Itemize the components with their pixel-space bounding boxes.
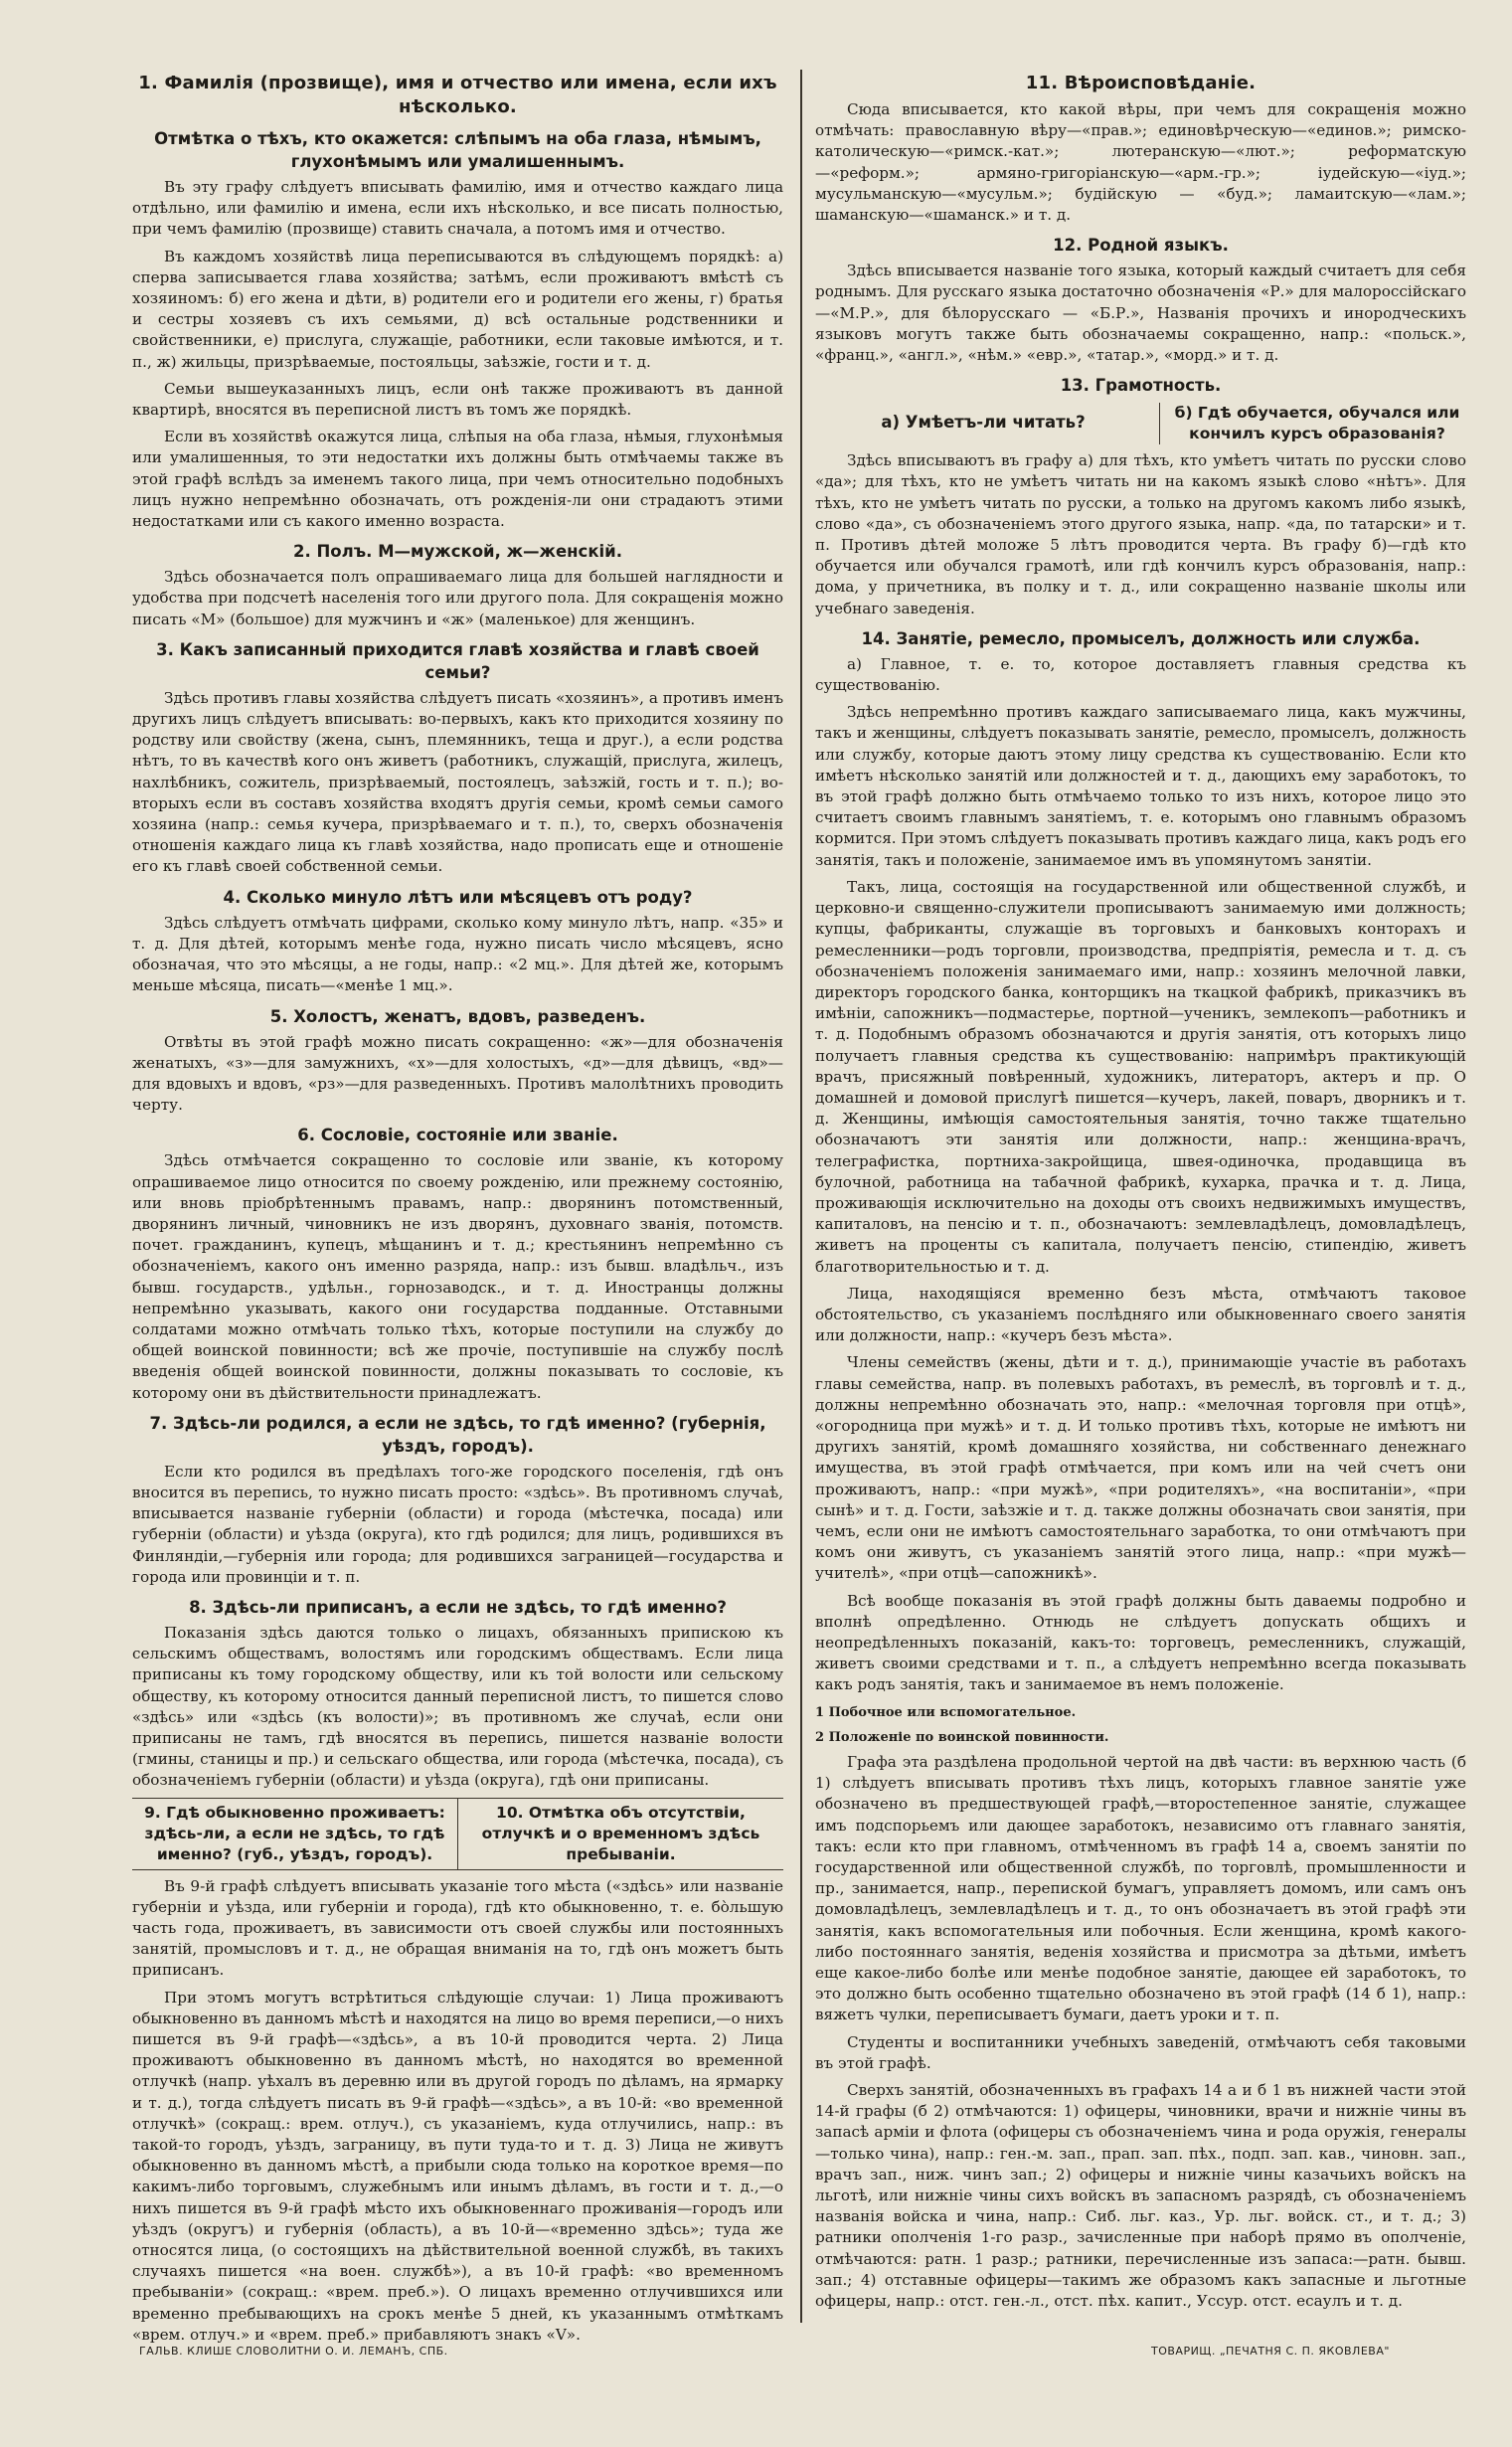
- section-6-title: 6. Сословіе, состояніе или званіе.: [297, 1126, 618, 1145]
- section-7-title: 7. Здѣсь-ли родился, а если не здѣсь, то гдѣ именно? (губернія, уѣздъ, городъ).: [149, 1413, 766, 1456]
- section-1-subtitle: Отмѣтка о тѣхъ, кто окажется: слѣпымъ на оба глаза, нѣмымъ, глухонѣмымъ или умалишеннымъ.: [154, 129, 761, 171]
- section-14-paragraph: Студенты и воспитанники учебныхъ заведеній, отмѣчаютъ себя таковыми въ этой графѣ.: [815, 2032, 1466, 2072]
- section-2-title: 2. Полъ. М—мужской, ж—женскій.: [293, 542, 622, 562]
- column-divider: [800, 70, 802, 2323]
- section-14-paragraph: Сверхъ занятій, обозначенныхъ въ графахъ 14 а и б 1 въ нижней части этой 14-й графы (б 2) отмѣчаются: 1) офицеры, чиновники, врачи и нижніе чины въ запасѣ арміи и флота (офицеры съ обозначеніемъ чина и рода оружія, генералы—только чина), напр.: ген.-м. зап., прап. зап. пѣх., подп. зап. кав., чиновн. зап., врачъ зап., ниж. чинъ зап.; 2) офицеры и нижніе чины казачьихъ войскъ на льготѣ, или нижніе чины сихъ войскъ въ запасномъ разрядѣ, съ обозначеніемъ названія войска и чина, напр.: Сиб. льг. каз., Ур. льг. войск. ст., и т. д.; 3) ратники ополченія 1-го разр., зачисленные при наборѣ прямо въ ополченіе, отмѣчаются: ратн. 1 разр.; ратники, перечисленные изъ запаса:—ратн. бывш. зап.; 4) отставные офицеры—такимъ же образомъ какъ запасные и льготные офицеры, напр.: отст. ген.-л., отст. пѣх. капит., Уссур. отст. есаулъ и т. д.: [815, 2081, 1466, 2311]
- section-9-10-header: [132, 1798, 783, 1870]
- section-4-title: 4. Сколько минуло лѣтъ или мѣсяцевъ отъ роду?: [223, 887, 693, 907]
- footer-printer-left: ГАЛЬВ. КЛИШЕ СЛОВОЛИТНИ О. И. ЛЕМАНЪ, СПБ.: [139, 2345, 448, 2358]
- section-11-title: 11. Вѣроисповѣданіе.: [1025, 73, 1257, 93]
- section-14-title: 14. Занятіе, ремесло, промыселъ, должность или служба.: [861, 628, 1421, 648]
- section-14-paragraph: Всѣ вообще показанія въ этой графѣ должны быть даваемы подробно и вполнѣ опредѣленно. Отнюдь не слѣдуетъ допускать общихъ и неопредѣленныхъ показаній, какъ-то: торговецъ, ремесленникъ, служащій, живетъ своими средствами и т. п., а слѣдуетъ непремѣнно всегда показывать какъ родъ занятія, такъ и занимаемое въ немъ положеніе.: [815, 1591, 1466, 1694]
- section-14b1-label: 1 Побочное или вспомогательное.: [815, 1704, 1077, 1720]
- section-1-paragraph: Семьи вышеуказанныхъ лицъ, если онѣ также проживаютъ въ данной квартирѣ, вносятся въ переписной листъ въ томъ же порядкѣ.: [132, 379, 783, 420]
- section-1-title: 1. Фамилія (прозвище), имя и отчество или имена, если ихъ нѣсколько.: [138, 73, 777, 117]
- section-8-paragraph: Показанія здѣсь даются только о лицахъ, обязанныхъ припискою къ сельскимъ обществамъ, волостямъ или городскимъ обществамъ. Если лица приписаны къ тому городскому обществу, или къ той волости или сельскому обществу, къ которому относится данный переписной листъ, то пишется слово «здѣсь» или «здѣсь (къ волости)»; въ противномъ же случаѣ, если они приписаны не тамъ, гдѣ вносятся въ перепись, пишется названіе волости (гмины, станицы и пр.) и сельскаго общества, или города (мѣстечка, посада), съ обозначеніемъ губерніи (области) и уѣзда (округа), гдѣ они приписаны.: [132, 1623, 783, 1790]
- section-6-paragraph: Здѣсь отмѣчается сокращенно то сословіе или званіе, къ которому опрашиваемое лицо относится по своему рожденію, или прежнему состоянію, или вновь пріобрѣтеннымъ правамъ, напр.: дворянинъ потомственный, дворянинъ личный, чиновникъ не изъ дворянъ, духовнаго званія, потомств. почет. гражданинъ, купецъ, мѣщанинъ и т. д.; крестьянинъ непремѣнно съ обозначеніемъ, какого онъ именно разряда, напр.: изъ бывш. владѣльч., изъ бывш. государств., удѣльн., горнозаводск., и т. д. Иностранцы должны непремѣнно указывать, какого они государства подданные. Отставными солдатами можно отмѣчать только тѣхъ, которые поступили на службу до общей воинской повинности; всѣ же прочіе, поступившіе на службу послѣ введенія общей воинской повинности, должны показывать то сословіе, къ которому они въ дѣйствительности принадлежатъ.: [132, 1151, 783, 1402]
- section-14-paragraph: Члены семействъ (жены, дѣти и т. д.), принимающіе участіе въ работахъ главы семейства, напр. въ полевыхъ работахъ, въ ремеслѣ, въ торговлѣ и т. д., должны непремѣнно обозначать это, напр.: «мелочная торговля при отцѣ», «огородница при мужѣ» и т. д. И только противъ тѣхъ, которые не имѣютъ ни другихъ занятій, кромѣ домашняго хозяйства, ни собственнаго денежнаго имущества, въ этой графѣ отмѣчается, при комъ или на чей счетъ они проживаютъ, напр.: «при мужѣ», «при родителяхъ», «на воспитаніи», «при сынѣ» и т. д. Гости, заѣзжіе и т. д. также должны обозначать свои занятія, при чемъ, если они не имѣютъ самостоятельнаго заработка, то они отмѣчаютъ при комъ они живутъ, съ указаніемъ занятій этого лица, напр.: «при мужѣ—учителѣ», «при отцѣ—сапожникѣ».: [815, 1353, 1466, 1583]
- section-14a-subtitle: а) Главное, т. е. то, которое доставляетъ главныя средства къ существованію.: [815, 654, 1466, 695]
- section-3-title: 3. Какъ записанный приходится главѣ хозяйства и главѣ своей семьи?: [156, 639, 759, 682]
- section-12-title: 12. Родной языкъ.: [1053, 236, 1229, 256]
- section-14b2-label: 2 Положеніе по воинской повинности.: [815, 1729, 1109, 1745]
- section-13-subheaders: [815, 403, 1466, 444]
- section-5-paragraph: Отвѣты въ этой графѣ можно писать сокращенно: «ж»—для обозначенія женатыхъ, «з»—для замужнихъ, «х»—для холостыхъ, «д»—для дѣвицъ, «вд»—для вдовыхъ и вдовъ, «рз»—для разведенныхъ. Противъ малолѣтнихъ проводить черту.: [132, 1032, 783, 1115]
- section-1-paragraph: Въ эту графу слѣдуетъ вписывать фамилію, имя и отчество каждаго лица отдѣльно, или фамилію и имена, если ихъ нѣсколько, и все писать полностью, при чемъ фамилію (прозвище) ставить сначала, а потомъ имя и отчество.: [132, 178, 783, 239]
- section-10-title: 10. Отмѣтка объ отсутствіи, отлучкѣ и о временномъ здѣсь пребываніи.: [481, 1803, 760, 1863]
- section-13a-title: а) Умѣетъ-ли читать?: [881, 413, 1086, 433]
- section-13-paragraph: Здѣсь вписываютъ въ графу а) для тѣхъ, кто умѣетъ читать по русски слово «да»; для тѣхъ, кто не умѣетъ читать ни на какомъ языкѣ слово «нѣтъ». Для тѣхъ, кто не умѣетъ читать по русски, а только на другомъ какомъ либо языкѣ, слово «да», съ обозначеніемъ этого другого языка, напр. «да, по татарски» и т. п. Противъ дѣтей моложе 5 лѣтъ проводится черта. Въ графу б)—гдѣ кто обучается или обучался грамотѣ, или гдѣ кончилъ курсъ образованія, напр.: дома, у причетника, въ полку и т. д., или сокращенно названіе школы или учебнаго заведенія.: [815, 451, 1466, 617]
- section-1-paragraph: Если въ хозяйствѣ окажутся лица, слѣпыя на оба глаза, нѣмыя, глухонѣмыя или умалишенныя, то эти недостатки ихъ должны быть отмѣчаемы также въ этой графѣ вслѣдъ за именемъ такого лица, при чемъ относительно подобныхъ лицъ нужно непремѣнно обозначать, отъ рожденія-ли они страдаютъ этими недостатками или съ какого именно возраста.: [132, 428, 783, 531]
- section-5-title: 5. Холостъ, женатъ, вдовъ, разведенъ.: [269, 1006, 646, 1026]
- footer-printer-right: ТОВАРИЩ. „ПЕЧАТНЯ С. П. ЯКОВЛЕВА": [1151, 2345, 1390, 2358]
- section-7-paragraph: Если кто родился въ предѣлахъ того-же городского поселенія, гдѣ онъ вносится въ перепись, то нужно писать просто: «здѣсь». Въ противномъ случаѣ, вписывается названіе губерніи (области) и города (мѣстечка, посада) или губерніи (области) и уѣзда (округа), кто гдѣ родился; для лицъ, родившихся въ Финляндіи,—губернія или города; для родившихся заграницей—государства и города или провинціи и т. п.: [132, 1462, 783, 1586]
- section-14-paragraph: Лица, находящіяся временно безъ мѣста, отмѣчаютъ таковое обстоятельство, съ указаніемъ послѣдняго или обыкновеннаго своего занятія или должности, напр.: «кучеръ безъ мѣста».: [815, 1284, 1466, 1345]
- section-9-paragraph: Въ 9-й графѣ слѣдуетъ вписывать указаніе того мѣста («здѣсь» или названіе губерніи и уѣзда, или губерніи и города), гдѣ кто обыкновенно, т. е. бо̀льшую часть года, проживаетъ, въ зависимости отъ своей службы или постоянныхъ занятій, промысловъ и т. д., не обращая вниманія на то, гдѣ онъ можетъ быть приписанъ.: [132, 1876, 783, 1980]
- section-3-paragraph: Здѣсь противъ главы хозяйства слѣдуетъ писать «хозяинъ», а противъ именъ другихъ лицъ слѣдуетъ вписывать: во-первыхъ, какъ кто приходится хозяину по родству или свойству (жена, сынъ, племянникъ, теща и друг.), а если родства нѣтъ, то въ качествѣ кого онъ живетъ (работникъ, служащій, прислуга, жилецъ, нахлѣбникъ, сожитель, призрѣваемый, постоялецъ, заѣзжій, гость и т. п.); во-вторыхъ если въ составъ хозяйства входятъ другія семьи, кромѣ семьи самого хозяина (напр.: семья кучера, призрѣваемаго и т. п.), то, сверхъ обозначенія отношенія каждаго лица къ главѣ хозяйства, надо прописать еще и отношеніе его къ главѣ своей собственной семьи.: [132, 688, 783, 876]
- section-2-paragraph: Здѣсь обозначается полъ опрашиваемаго лица для большей наглядности и удобства при подсчетѣ населенія того или другого пола. Для сокращенія можно писать «М» (большое) для мужчинъ и «ж» (маленькое) для женщинъ.: [132, 568, 783, 628]
- section-14-paragraph: Здѣсь непремѣнно противъ каждаго записываемаго лица, какъ мужчины, такъ и женщины, слѣдуетъ показывать занятіе, ремесло, промыселъ, должность или службу, которые даютъ этому лицу средства къ существованію. Если кто имѣетъ нѣсколько занятій или должностей и т. д., дающихъ ему заработокъ, то въ этой графѣ должно быть отмѣчаемо только то изъ нихъ, которое лицо это считаетъ своимъ главнымъ занятіемъ, т. е. которымъ оно главнымъ образомъ кормится. При этомъ слѣдуетъ показывать противъ каждаго лица, какъ родъ его занятія, такъ и положеніе, занимаемое имъ въ упомянутомъ занятіи.: [815, 703, 1466, 869]
- section-8-title: 8. Здѣсь-ли приписанъ, а если не здѣсь, то гдѣ именно?: [189, 1597, 727, 1617]
- section-4-paragraph: Здѣсь слѣдуетъ отмѣчать цифрами, сколько кому минуло лѣтъ, напр. «35» и т. д. Для дѣтей, которымъ менѣе года, нужно писать число мѣсяцевъ, ясно обозначая, что это мѣсяцы, а не годы, напр.: «2 мц.». Для дѣтей же, которымъ меньше мѣсяца, писать—«менѣе 1 мц.».: [132, 913, 783, 995]
- section-13-title: 13. Грамотность.: [1060, 376, 1222, 396]
- left-column: [132, 62, 783, 2344]
- section-11-paragraph: Сюда вписывается, кто какой вѣры, при чемъ для сокращенія можно отмѣчать: православную вѣру—«прав.»; единовѣрческую—«единов.»; римско-католическую—«римск.-кат.»; лютеранскую—«лют.»; реформатскую—«реформ.»; армяно-григоріанскую—«арм.-гр.»; іудейскую—«іуд.»; мусульманскую—«мусульм.»; будійскую — «буд.»; ламаитскую—«лам.»; шаманскую—«шаманск.» и т. д.: [815, 100, 1466, 225]
- section-13b-title: б) Гдѣ обучается, обучался или кончилъ курсъ образованія?: [1174, 404, 1460, 443]
- section-9-title: 9. Гдѣ обыкновенно проживаетъ: здѣсь-ли, а если не здѣсь, то гдѣ именно? (губ., уѣздъ, городъ).: [144, 1803, 445, 1863]
- section-12-paragraph: Здѣсь вписывается названіе того языка, который каждый считаетъ для себя роднымъ. Для русскаго языка достаточно обозначенія «Р.» для малороссійскаго—«М.Р.», для бѣлорусскаго — «Б.Р.», Названія прочихъ и инородческихъ языковъ могутъ также быть обозначаемы сокращенно, напр.: «польск.», «франц.», «англ.», «нѣм.» «евр.», «татар.», «морд.» и т. д.: [815, 262, 1466, 365]
- right-column: [815, 62, 1466, 2330]
- section-14-paragraph: Такъ, лица, состоящія на государственной или общественной службѣ, и церковно-и священно-служители прописываютъ занимаемую ими должность; купцы, фабриканты, служащіе въ торговыхъ и банковыхъ конторахъ и ремесленники—родъ торговли, производства, предпріятія, ремесла и т. д. съ обозначеніемъ положенія занимаемаго ими, напр.: хозяинъ мелочной лавки, директоръ городского банка, конторщикъ на ткацкой фабрикѣ, приказчикъ въ имѣніи, сапожникъ—подмастерье, портной—ученикъ, землекопъ—работникъ и т. д. Подобнымъ образомъ обозначаются и другія занятія, отъ которыхъ лицо получаетъ главныя средства къ существованію: напримѣръ практикующій врачъ, присяжный повѣренный, художникъ, литераторъ, актеръ и пр. О домашней и домовой прислугѣ пишется—кучеръ, лакей, поваръ, дворникъ и т. д. Женщины, имѣющія самостоятельныя занятія, точно также тщательно обозначаютъ эти занятія или должности, напр.: женщина-врачъ, телеграфистка, портниха-закройщица, швея-одиночка, продавщица въ булочной, работница на табачной фабрикѣ, кухарка, прачка и т. д. Лица, проживающія исключительно на доходы отъ своихъ недвижимыхъ имуществъ, капиталовъ, на пенсію и т. п., обозначаютъ: землевладѣлецъ, домовладѣлецъ, живетъ на проценты съ капитала, получаетъ пенсію, стипендію, живетъ благотворительностью и т. д.: [815, 877, 1466, 1276]
- section-9-paragraph: При этомъ могутъ встрѣтиться слѣдующіе случаи: 1) Лица проживаютъ обыкновенно въ данномъ мѣстѣ и находятся на лицо во время переписи,—о нихъ пишется въ 9-й графѣ—«здѣсь», а въ 10-й проводится черта. 2) Лица проживаютъ обыкновенно въ данномъ мѣстѣ, но находятся во временной отлучкѣ (напр. уѣхалъ въ деревню или въ другой городъ по дѣламъ, на ярмарку и т. д.), тогда слѣдуетъ писать въ 9-й графѣ—«здѣсь», а въ 10-й: «во временной отлучкѣ» (сокращ.: врем. отлуч.), съ указаніемъ, куда отлучились, напр.: въ такой-то городъ, уѣздъ, заграницу, въ пути туда-то и т. д. 3) Лица не живутъ обыкновенно въ данномъ мѣстѣ, а прибыли сюда только на короткое время—по какимъ-либо торговымъ, служебнымъ или инымъ дѣламъ, въ гости и т. д.,—о нихъ пишется въ 9-й графѣ мѣсто ихъ обыкновеннаго проживанія—городъ или уѣздъ (округъ) и губернія (область), а въ 10-й—«временно здѣсь»; туда же относятся лица, (о состоящихъ на дѣйствительной военной службѣ, въ такихъ случаяхъ пишется «на воен. службѣ»), а въ 10-й графѣ: «во временномъ пребываніи» (сокращ.: «врем. преб.»). О лицахъ временно отлучившихся или временно пребывающихъ на срокъ менѣе 5 дней, къ указаннымъ отмѣткамъ «врем. отлуч.» и «врем. преб.» прибавляютъ знакъ «V».: [132, 1988, 783, 2344]
- section-14-paragraph: Графа эта раздѣлена продольной чертой на двѣ части: въ верхнюю часть (б 1) слѣдуетъ вписывать противъ тѣхъ лицъ, которыхъ главное занятіе уже обозначено въ предшествующей графѣ,—второстепенное занятіе, служащее имъ подспорьемъ или дающее заработокъ, независимо отъ главнаго занятія, такъ: если кто при главномъ, отмѣченномъ въ графѣ 14 а, своемъ занятіи по государственной или общественной службѣ, по торговлѣ, промышленности и пр., занимается, напр., перепиской бумагъ, управляетъ домомъ, или самъ онъ домовладѣлецъ, землевладѣлецъ и т. д., то онъ обозначаетъ въ этой графѣ эти занятія, какъ вспомогательныя или побочныя. Если женщина, кромѣ какого-либо постояннаго занятія, веденія хозяйства и присмотра за дѣтьми, имѣетъ еще какое-либо болѣе или менѣе подобное занятіе, дающее ей заработокъ, то это должно быть особенно тщательно обозначено въ этой графѣ (14 б 1), напр.: вяжетъ чулки, переписываетъ бумаги, даетъ уроки и т. п.: [815, 1753, 1466, 2024]
- section-1-paragraph: Въ каждомъ хозяйствѣ лица переписываются въ слѣдующемъ порядкѣ: а) сперва записывается глава хозяйства; затѣмъ, если проживаютъ вмѣстѣ съ хозяиномъ: б) его жена и дѣти, в) родители его и родители его жены, г) братья и сестры хозяевъ съ ихъ семьями, д) всѣ остальные родственники и свойственники, е) прислуга, служащіе, работники, если таковые имѣются, и т. п., ж) жильцы, призрѣваемые, постояльцы, заѣзжіе, гости и т. д.: [132, 247, 783, 371]
